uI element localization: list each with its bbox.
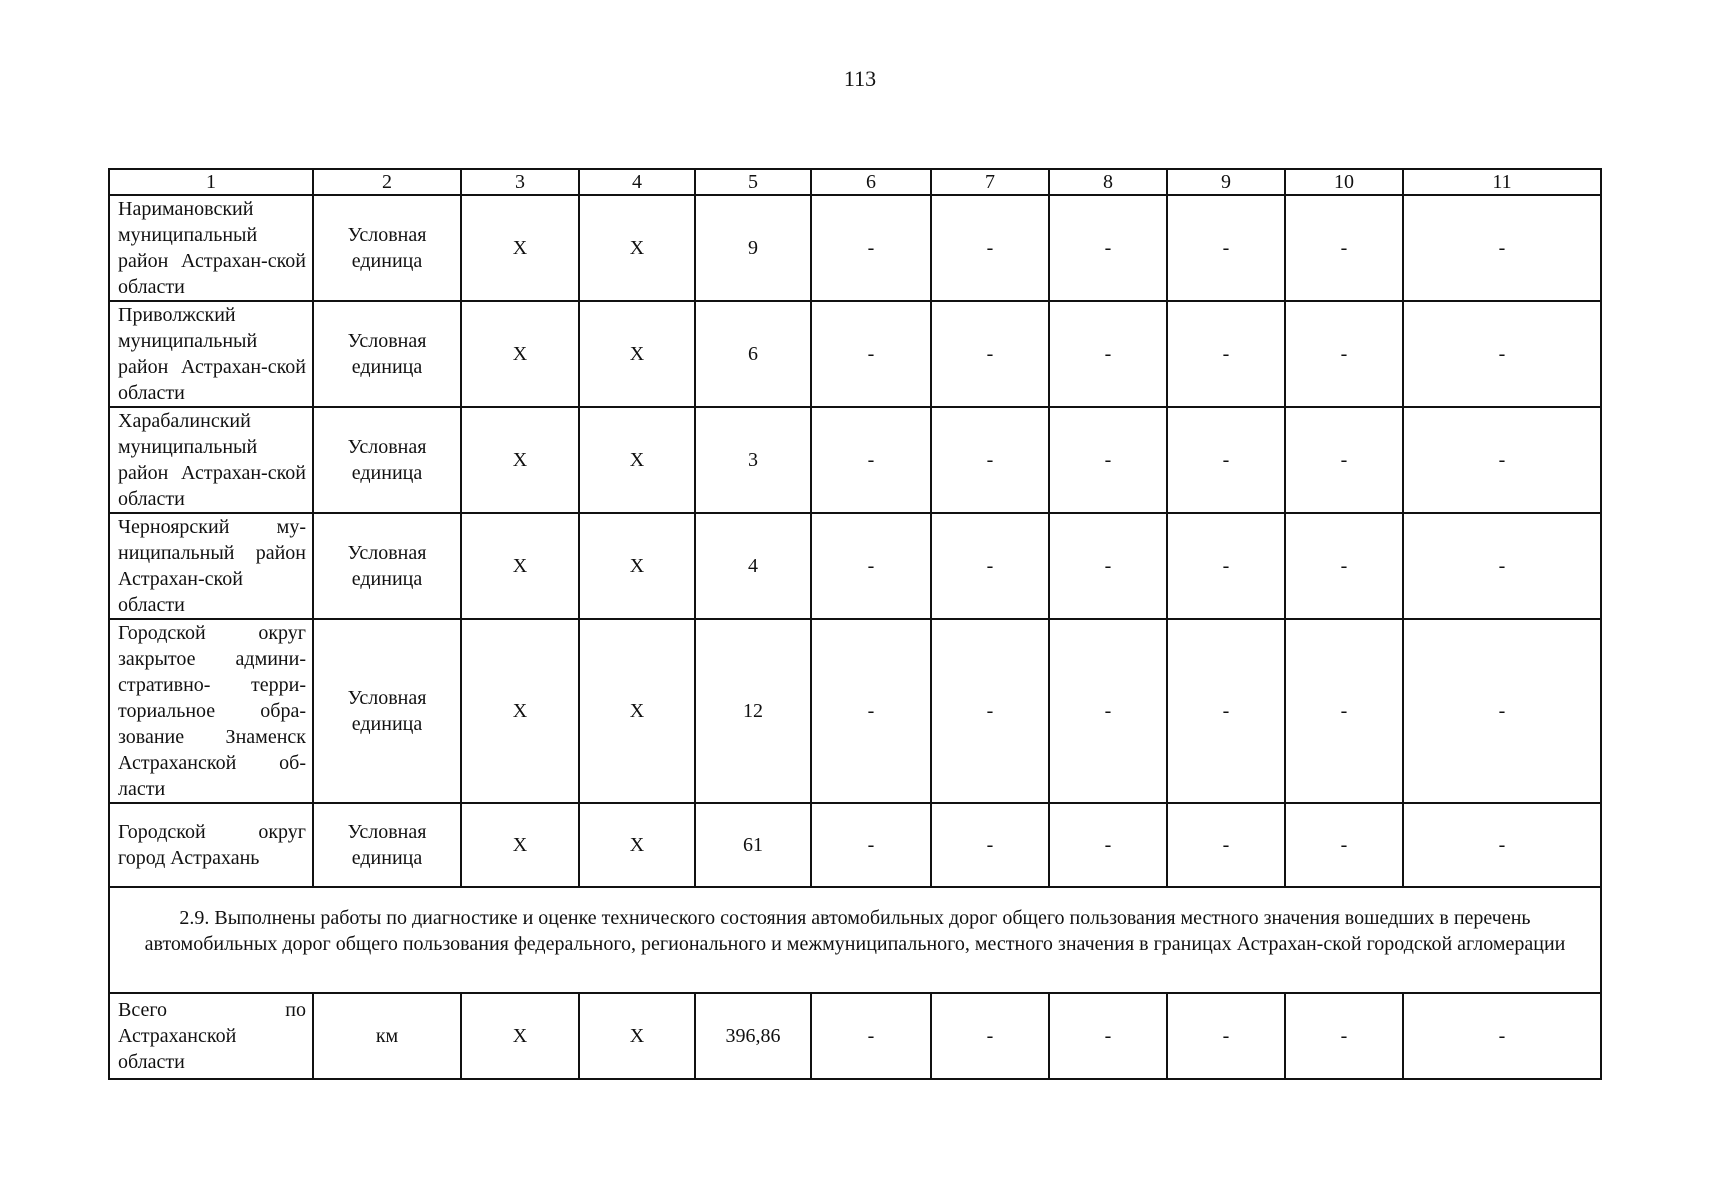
value-cell: 396,86 (695, 993, 811, 1079)
value-cell: - (1049, 301, 1167, 407)
value-cell: - (1049, 195, 1167, 301)
value-cell: - (1049, 803, 1167, 887)
value-cell: - (1049, 619, 1167, 803)
district-name: Городской округ закрытое админи-стративно- терри-ториальное обра-зование Знаменск Астраханской об-ласти (109, 619, 313, 803)
column-number: 2 (313, 169, 461, 195)
table-row (109, 513, 1601, 619)
value-cell: - (811, 619, 931, 803)
table-row (109, 803, 1601, 887)
value-cell: - (1403, 619, 1601, 803)
value-cell: - (1049, 407, 1167, 513)
column-number: 1 (109, 169, 313, 195)
value-cell: - (1049, 513, 1167, 619)
value-cell: - (1167, 301, 1285, 407)
value-cell: - (931, 513, 1049, 619)
table-row (109, 195, 1601, 301)
value-cell: - (1403, 301, 1601, 407)
section-row (109, 887, 1601, 993)
district-name: Харабалинский муниципальный район Астрахан-ской области (109, 407, 313, 513)
value-cell: - (1285, 513, 1403, 619)
value-cell: Х (579, 407, 695, 513)
unit-cell: Условная единица (313, 301, 461, 407)
table-row (109, 301, 1601, 407)
unit-cell: Условная единица (313, 513, 461, 619)
value-cell: Х (461, 195, 579, 301)
value-cell: 9 (695, 195, 811, 301)
value-cell: - (1167, 513, 1285, 619)
column-number: 4 (579, 169, 695, 195)
value-cell: - (811, 195, 931, 301)
value-cell: Х (579, 195, 695, 301)
total-label: Всего по Астраханской области (109, 993, 313, 1079)
value-cell: Х (579, 301, 695, 407)
column-number: 10 (1285, 169, 1403, 195)
value-cell: Х (579, 993, 695, 1079)
section-heading: 2.9. Выполнены работы по диагностике и оценке технического состояния автомобильных дорог общего пользования местного значения вошедших в перечень автомобильных дорог общего пользования федерального, регионального и межмуниципального, местного значения в границах Астрахан-ской городской агломерации (109, 887, 1601, 993)
value-cell: - (1049, 993, 1167, 1079)
table-row (109, 619, 1601, 803)
value-cell: - (1167, 803, 1285, 887)
value-cell: - (1285, 993, 1403, 1079)
value-cell: - (1285, 301, 1403, 407)
value-cell: - (931, 195, 1049, 301)
value-cell: - (1403, 513, 1601, 619)
page-number: 113 (843, 66, 877, 91)
column-number: 8 (1049, 169, 1167, 195)
value-cell: - (1167, 407, 1285, 513)
value-cell: Х (579, 803, 695, 887)
value-cell: - (931, 803, 1049, 887)
district-name: Приволжский муниципальный район Астрахан-ской области (109, 301, 313, 407)
value-cell: 12 (695, 619, 811, 803)
column-number: 9 (1167, 169, 1285, 195)
value-cell: - (931, 619, 1049, 803)
value-cell: - (811, 301, 931, 407)
table-row (109, 407, 1601, 513)
unit-cell: Условная единица (313, 195, 461, 301)
value-cell: - (1167, 195, 1285, 301)
value-cell: - (1285, 619, 1403, 803)
value-cell: Х (579, 513, 695, 619)
value-cell: Х (461, 301, 579, 407)
value-cell: - (1285, 803, 1403, 887)
district-name: Черноярский му-ниципальный район Астрахан-ской области (109, 513, 313, 619)
value-cell: 3 (695, 407, 811, 513)
unit-cell: Условная единица (313, 619, 461, 803)
value-cell: - (1285, 195, 1403, 301)
value-cell: - (811, 803, 931, 887)
value-cell: 6 (695, 301, 811, 407)
column-number: 11 (1403, 169, 1601, 195)
district-name: Наримановский муниципальный район Астрахан-ской области (109, 195, 313, 301)
value-cell: - (811, 993, 931, 1079)
unit-cell: Условная единица (313, 803, 461, 887)
unit-cell: км (313, 993, 461, 1079)
value-cell: 61 (695, 803, 811, 887)
column-number: 7 (931, 169, 1049, 195)
value-cell: - (1403, 195, 1601, 301)
value-cell: - (1285, 407, 1403, 513)
value-cell: - (811, 513, 931, 619)
value-cell: Х (461, 407, 579, 513)
value-cell: - (811, 407, 931, 513)
value-cell: 4 (695, 513, 811, 619)
value-cell: - (931, 993, 1049, 1079)
unit-cell: Условная единица (313, 407, 461, 513)
value-cell: - (1167, 619, 1285, 803)
value-cell: Х (579, 619, 695, 803)
value-cell: - (1403, 993, 1601, 1079)
total-row (109, 993, 1601, 1079)
data-table (108, 168, 1602, 1080)
column-number: 3 (461, 169, 579, 195)
value-cell: Х (461, 619, 579, 803)
value-cell: Х (461, 513, 579, 619)
column-number: 5 (695, 169, 811, 195)
column-number-row (109, 169, 1601, 195)
value-cell: Х (461, 803, 579, 887)
value-cell: - (931, 301, 1049, 407)
column-number: 6 (811, 169, 931, 195)
district-name: Городской округ город Астрахань (109, 803, 313, 887)
value-cell: - (1167, 993, 1285, 1079)
value-cell: Х (461, 993, 579, 1079)
value-cell: - (1403, 803, 1601, 887)
value-cell: - (1403, 407, 1601, 513)
value-cell: - (931, 407, 1049, 513)
